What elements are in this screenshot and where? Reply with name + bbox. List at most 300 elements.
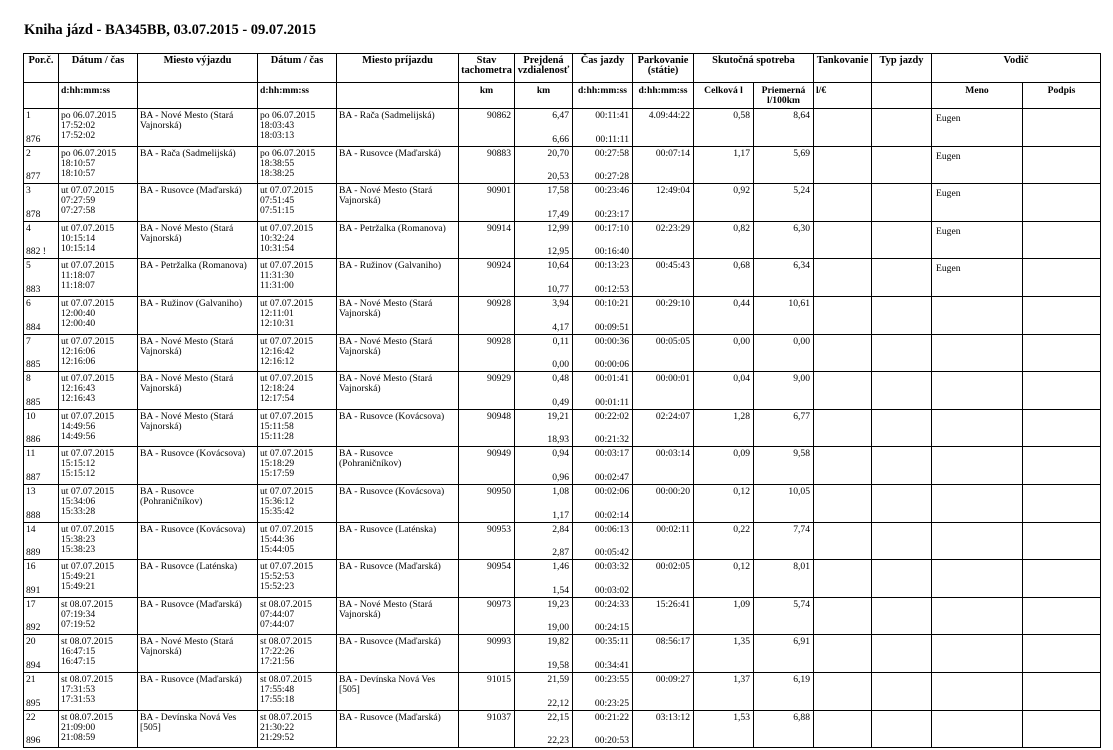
consumption-total: 0,44 <box>733 297 750 309</box>
cell-cas-jazdy <box>573 334 633 372</box>
cell-meno <box>932 221 1023 259</box>
cell-stav-tachometra <box>459 447 515 485</box>
cell-por <box>24 334 59 372</box>
consumption-average: 0,00 <box>793 335 811 347</box>
consumption-average: 5,24 <box>793 185 811 197</box>
distance-alt-value: 1,54 <box>552 584 569 596</box>
cell-podpis <box>1023 447 1101 485</box>
table-row <box>24 447 1101 485</box>
trip-log-table <box>23 53 1101 748</box>
cell-tankovanie <box>814 710 872 748</box>
header-skutocna-spotreba: Skutočná spotreba <box>694 54 814 83</box>
cell-cas-jazdy <box>573 522 633 560</box>
cell-typ-jazdy <box>872 259 932 297</box>
cell-por <box>24 710 59 748</box>
arrival-place: BA - Nové Mesto (Stará Vajnorská) <box>339 598 433 620</box>
consumption-total: 0,68 <box>733 260 750 272</box>
consumption-total: 1,37 <box>733 673 750 685</box>
table-row <box>24 109 1101 147</box>
cell-meno <box>932 672 1023 710</box>
cell-cas-jazdy <box>573 184 633 222</box>
cell-priemerna <box>754 672 814 710</box>
cell-miesto-prijazdu <box>337 484 459 522</box>
por-number: 2 <box>26 147 31 159</box>
record-id: 889 <box>26 547 41 559</box>
parking-time: 00:09:27 <box>655 673 690 685</box>
cell-tankovanie <box>814 221 872 259</box>
drive-time: 00:06:13 <box>594 523 629 535</box>
subheader-datum-vyjazd: d:hh:mm:ss <box>59 83 138 109</box>
consumption-average: 6,34 <box>793 260 811 272</box>
cell-parkovanie <box>633 447 694 485</box>
distance-value: 0,11 <box>552 335 569 347</box>
cell-podpis <box>1023 672 1101 710</box>
cell-priemerna <box>754 296 814 334</box>
cell-miesto-vyjazdu <box>138 672 258 710</box>
drive-time: 00:27:58 <box>594 147 629 159</box>
cell-datum-prijazd <box>258 409 337 447</box>
header-typ-jazdy: Typ jazdy <box>872 54 932 83</box>
cell-celkova <box>694 522 754 560</box>
cell-por <box>24 447 59 485</box>
por-number: 3 <box>26 185 31 197</box>
distance-alt-value: 6,66 <box>552 133 569 145</box>
distance-value: 22,15 <box>547 711 569 723</box>
cell-datum-vyjazd <box>59 334 138 372</box>
departure-place: BA - Nové Mesto (Stará Vajnorská) <box>140 636 234 658</box>
arrival-place: BA - Rusovce (Laténska) <box>339 523 437 535</box>
drive-time: 00:03:32 <box>594 561 629 573</box>
cell-typ-jazdy <box>872 372 932 410</box>
driver-name: Eugen <box>936 113 961 124</box>
cell-parkovanie <box>633 484 694 522</box>
odometer-value: 90993 <box>487 636 511 648</box>
cell-datum-vyjazd <box>59 146 138 184</box>
arrival-datetime: ut 07.07.2015 07:51:45 07:51:15 <box>260 185 314 217</box>
parking-time: 00:45:43 <box>655 260 690 272</box>
drive-time: 00:10:21 <box>594 297 629 309</box>
parking-time: 15:26:41 <box>655 598 690 610</box>
cell-celkova <box>694 710 754 748</box>
cell-datum-prijazd <box>258 259 337 297</box>
cell-typ-jazdy <box>872 484 932 522</box>
arrival-datetime: ut 07.07.2015 12:16:42 12:16:12 <box>260 335 314 367</box>
header-datum-vyjazd: Dátum / čas <box>59 54 138 83</box>
arrival-place: BA - Rusovce (Maďarská) <box>339 147 441 159</box>
distance-alt-value: 22,12 <box>547 697 569 709</box>
arrival-datetime: ut 07.07.2015 15:11:58 15:11:28 <box>260 410 314 442</box>
por-number: 4 <box>26 222 31 234</box>
distance-alt-value: 20,53 <box>547 171 569 183</box>
record-id: 886 <box>26 434 41 446</box>
departure-place: BA - Rusovce (Kovácsova) <box>140 523 246 535</box>
cell-priemerna <box>754 560 814 598</box>
cell-parkovanie <box>633 109 694 147</box>
cell-prejdena-vzdialenost <box>515 109 573 147</box>
cell-typ-jazdy <box>872 597 932 635</box>
cell-meno <box>932 334 1023 372</box>
cell-prejdena-vzdialenost <box>515 597 573 635</box>
cell-meno <box>932 597 1023 635</box>
subheader-parkovanie-format: d:hh:mm:ss <box>633 83 694 109</box>
cell-podpis <box>1023 109 1101 147</box>
distance-alt-value: 19,58 <box>547 659 569 671</box>
cell-stav-tachometra <box>459 334 515 372</box>
cell-datum-vyjazd <box>59 259 138 297</box>
cell-stav-tachometra <box>459 109 515 147</box>
cell-parkovanie <box>633 259 694 297</box>
por-number: 8 <box>26 373 31 385</box>
cell-datum-vyjazd <box>59 409 138 447</box>
cell-miesto-prijazdu <box>337 259 459 297</box>
subheader-tankovanie-unit: l/€ <box>814 83 872 109</box>
cell-celkova <box>694 296 754 334</box>
cell-typ-jazdy <box>872 146 932 184</box>
consumption-total: 1,17 <box>733 147 750 159</box>
por-number: 11 <box>26 448 36 460</box>
driver-name: Eugen <box>936 188 961 200</box>
cell-podpis <box>1023 710 1101 748</box>
record-id: 877 <box>26 171 41 183</box>
por-number: 16 <box>26 561 36 573</box>
subheader-priemerna: Priemerná l/100km <box>754 83 814 109</box>
parking-time: 00:00:20 <box>655 485 690 497</box>
drive-time: 00:35:11 <box>595 636 629 648</box>
cell-podpis <box>1023 597 1101 635</box>
record-id: 888 <box>26 509 41 521</box>
departure-place: BA - Devínska Nová Ves [505] <box>140 711 237 733</box>
cell-celkova <box>694 560 754 598</box>
drive-time: 00:00:36 <box>594 335 629 347</box>
cell-typ-jazdy <box>872 184 932 222</box>
cell-typ-jazdy <box>872 522 932 560</box>
cell-typ-jazdy <box>872 334 932 372</box>
cell-tankovanie <box>814 296 872 334</box>
drive-time-alt: 00:24:15 <box>594 622 629 634</box>
cell-priemerna <box>754 447 814 485</box>
distance-value: 0,48 <box>552 373 569 385</box>
parking-time: 00:02:05 <box>655 561 690 573</box>
drive-time-alt: 00:23:25 <box>594 697 629 709</box>
cell-typ-jazdy <box>872 109 932 147</box>
cell-por <box>24 259 59 297</box>
consumption-total: 0,04 <box>733 373 750 385</box>
departure-datetime: ut 07.07.2015 12:00:40 12:00:40 <box>61 297 115 329</box>
cell-miesto-prijazdu <box>337 672 459 710</box>
cell-priemerna <box>754 372 814 410</box>
cell-priemerna <box>754 409 814 447</box>
arrival-place: BA - Devínska Nová Ves [505] <box>339 673 436 695</box>
cell-meno <box>932 409 1023 447</box>
consumption-average: 8,64 <box>793 110 811 121</box>
arrival-place: BA - Nové Mesto (Stará Vajnorská) <box>339 185 433 207</box>
cell-prejdena-vzdialenost <box>515 710 573 748</box>
cell-miesto-vyjazdu <box>138 296 258 334</box>
cell-cas-jazdy <box>573 259 633 297</box>
cell-por <box>24 597 59 635</box>
header-prejdena-vzdialenost: Prejdená vzdialenosť <box>515 54 573 83</box>
header-miesto-vyjazdu: Miesto výjazdu <box>138 54 258 83</box>
cell-miesto-vyjazdu <box>138 635 258 673</box>
cell-datum-prijazd <box>258 447 337 485</box>
cell-priemerna <box>754 484 814 522</box>
cell-miesto-vyjazdu <box>138 259 258 297</box>
record-id: 884 <box>26 321 41 333</box>
por-number: 22 <box>26 711 36 723</box>
odometer-value: 90883 <box>487 147 511 159</box>
header-datum-prijazd: Dátum / čas <box>258 54 337 83</box>
subheader-cas-jazdy-format: d:hh:mm:ss <box>573 83 633 109</box>
cell-podpis <box>1023 522 1101 560</box>
cell-datum-prijazd <box>258 146 337 184</box>
cell-datum-vyjazd <box>59 221 138 259</box>
departure-place: BA - Nové Mesto (Stará Vajnorská) <box>140 110 234 131</box>
por-number: 17 <box>26 598 36 610</box>
departure-place: BA - Nové Mesto (Stará Vajnorská) <box>140 222 234 244</box>
cell-datum-vyjazd <box>59 484 138 522</box>
cell-miesto-vyjazdu <box>138 560 258 598</box>
cell-cas-jazdy <box>573 409 633 447</box>
cell-datum-vyjazd <box>59 184 138 222</box>
arrival-datetime: st 08.07.2015 17:22:26 17:21:56 <box>260 636 312 668</box>
cell-miesto-vyjazdu <box>138 372 258 410</box>
cell-typ-jazdy <box>872 409 932 447</box>
distance-alt-value: 22,23 <box>547 735 569 747</box>
departure-place: BA - Rusovce (Maďarská) <box>140 598 242 610</box>
subheader-datum-prijazd: d:hh:mm:ss <box>258 83 337 109</box>
consumption-total: 0,82 <box>733 222 750 234</box>
cell-cas-jazdy <box>573 710 633 748</box>
arrival-place: BA - Rusovce (Maďarská) <box>339 711 441 723</box>
por-number: 7 <box>26 335 31 347</box>
departure-datetime: ut 07.07.2015 11:18:07 11:18:07 <box>61 260 115 292</box>
consumption-total: 0,12 <box>733 485 750 497</box>
parking-time: 00:00:01 <box>655 373 690 385</box>
distance-value: 10,64 <box>547 260 569 272</box>
record-id: 885 <box>26 359 41 371</box>
cell-por <box>24 672 59 710</box>
cell-typ-jazdy <box>872 221 932 259</box>
consumption-average: 6,91 <box>793 636 811 648</box>
cell-cas-jazdy <box>573 146 633 184</box>
parking-time: 02:23:29 <box>655 222 690 234</box>
por-number: 5 <box>26 260 31 272</box>
cell-typ-jazdy <box>872 447 932 485</box>
departure-place: BA - Nové Mesto (Stará Vajnorská) <box>140 335 234 357</box>
cell-miesto-vyjazdu <box>138 447 258 485</box>
subheader-meno: Meno <box>932 83 1023 109</box>
departure-datetime: ut 07.07.2015 15:34:06 15:33:28 <box>61 485 115 517</box>
cell-stav-tachometra <box>459 522 515 560</box>
arrival-datetime: ut 07.07.2015 11:31:30 11:31:00 <box>260 260 314 292</box>
table-row <box>24 672 1101 710</box>
departure-datetime: ut 07.07.2015 12:16:06 12:16:06 <box>61 335 115 367</box>
odometer-value: 90901 <box>487 185 511 197</box>
cell-tankovanie <box>814 259 872 297</box>
arrival-datetime: ut 07.07.2015 15:18:29 15:17:59 <box>260 448 314 480</box>
cell-datum-vyjazd <box>59 672 138 710</box>
arrival-place: BA - Ružinov (Galvaniho) <box>339 260 442 272</box>
drive-time: 00:11:41 <box>595 110 629 121</box>
cell-datum-prijazd <box>258 184 337 222</box>
table-row <box>24 259 1101 297</box>
driver-name: Eugen <box>936 150 961 162</box>
drive-time-alt: 00:01:11 <box>595 396 629 408</box>
parking-time: 12:49:04 <box>655 185 690 197</box>
por-number: 1 <box>26 110 31 121</box>
cell-por <box>24 560 59 598</box>
cell-meno <box>932 447 1023 485</box>
cell-miesto-vyjazdu <box>138 109 258 147</box>
drive-time: 00:23:46 <box>594 185 629 197</box>
departure-place: BA - Ružinov (Galvaniho) <box>140 297 243 309</box>
record-id: 876 <box>26 133 41 145</box>
drive-time: 00:01:41 <box>594 373 629 385</box>
table-row <box>24 372 1101 410</box>
cell-prejdena-vzdialenost <box>515 296 573 334</box>
parking-time: 4.09:44:22 <box>648 110 690 121</box>
arrival-datetime: ut 07.07.2015 15:36:12 15:35:42 <box>260 485 314 517</box>
cell-tankovanie <box>814 672 872 710</box>
departure-datetime: po 06.07.2015 18:10:57 18:10:57 <box>61 147 117 179</box>
cell-celkova <box>694 672 754 710</box>
departure-datetime: ut 07.07.2015 14:49:56 14:49:56 <box>61 410 115 442</box>
cell-por <box>24 109 59 147</box>
header-miesto-prijazdu: Miesto príjazdu <box>337 54 459 83</box>
arrival-place: BA - Rusovce (Pohraničníkov) <box>339 448 402 470</box>
arrival-place: BA - Rača (Sadmelijská) <box>339 110 435 121</box>
header-cas-jazdy: Čas jazdy <box>573 54 633 83</box>
departure-datetime: st 08.07.2015 21:09:00 21:08:59 <box>61 711 113 743</box>
cell-parkovanie <box>633 635 694 673</box>
cell-stav-tachometra <box>459 672 515 710</box>
cell-miesto-prijazdu <box>337 447 459 485</box>
arrival-place: BA - Rusovce (Maďarská) <box>339 636 441 648</box>
driver-name: Eugen <box>936 263 961 275</box>
distance-alt-value: 1,17 <box>552 509 569 521</box>
cell-por <box>24 296 59 334</box>
cell-tankovanie <box>814 146 872 184</box>
table-row <box>24 635 1101 673</box>
cell-priemerna <box>754 259 814 297</box>
table-row <box>24 146 1101 184</box>
cell-tankovanie <box>814 109 872 147</box>
cell-miesto-vyjazdu <box>138 409 258 447</box>
departure-datetime: st 08.07.2015 16:47:15 16:47:15 <box>61 636 113 668</box>
cell-podpis <box>1023 296 1101 334</box>
departure-place: BA - Rusovce (Maďarská) <box>140 673 242 685</box>
consumption-average: 8,01 <box>793 561 811 573</box>
drive-time-alt: 00:16:40 <box>594 246 629 258</box>
arrival-place: BA - Nové Mesto (Stará Vajnorská) <box>339 297 433 319</box>
cell-tankovanie <box>814 597 872 635</box>
cell-parkovanie <box>633 296 694 334</box>
arrival-datetime: ut 07.07.2015 15:44:36 15:44:05 <box>260 523 314 555</box>
cell-datum-prijazd <box>258 372 337 410</box>
drive-time: 00:24:33 <box>594 598 629 610</box>
cell-prejdena-vzdialenost <box>515 372 573 410</box>
consumption-total: 1,09 <box>733 598 750 610</box>
drive-time-alt: 00:02:14 <box>594 509 629 521</box>
cell-typ-jazdy <box>872 672 932 710</box>
cell-prejdena-vzdialenost <box>515 560 573 598</box>
cell-parkovanie <box>633 522 694 560</box>
cell-datum-prijazd <box>258 635 337 673</box>
table-row <box>24 409 1101 447</box>
departure-datetime: st 08.07.2015 17:31:53 17:31:53 <box>61 673 113 705</box>
parking-time: 00:29:10 <box>655 297 690 309</box>
drive-time-alt: 00:21:32 <box>594 434 629 446</box>
cell-tankovanie <box>814 522 872 560</box>
cell-prejdena-vzdialenost <box>515 409 573 447</box>
distance-value: 0,94 <box>552 448 569 460</box>
cell-stav-tachometra <box>459 635 515 673</box>
cell-miesto-prijazdu <box>337 184 459 222</box>
cell-meno <box>932 109 1023 147</box>
departure-place: BA - Nové Mesto (Stará Vajnorská) <box>140 373 234 395</box>
departure-place: BA - Petržalka (Romanova) <box>140 260 247 272</box>
cell-datum-prijazd <box>258 710 337 748</box>
record-id: 895 <box>26 697 41 709</box>
departure-datetime: st 08.07.2015 07:19:34 07:19:52 <box>61 598 113 630</box>
table-row <box>24 184 1101 222</box>
departure-datetime: ut 07.07.2015 12:16:43 12:16:43 <box>61 373 115 405</box>
drive-time-alt: 00:11:11 <box>595 133 629 145</box>
cell-miesto-prijazdu <box>337 597 459 635</box>
por-number: 10 <box>26 410 36 422</box>
cell-cas-jazdy <box>573 447 633 485</box>
distance-value: 6,47 <box>552 110 569 121</box>
cell-datum-prijazd <box>258 522 337 560</box>
cell-stav-tachometra <box>459 597 515 635</box>
consumption-total: 0,92 <box>733 185 750 197</box>
arrival-place: BA - Petržalka (Romanova) <box>339 222 446 234</box>
odometer-value: 90954 <box>487 561 511 573</box>
odometer-value: 90924 <box>487 260 511 272</box>
consumption-total: 1,28 <box>733 410 750 422</box>
table-row <box>24 221 1101 259</box>
cell-miesto-prijazdu <box>337 109 459 147</box>
cell-por <box>24 146 59 184</box>
record-id: 878 <box>26 208 41 220</box>
cell-meno <box>932 296 1023 334</box>
cell-stav-tachometra <box>459 146 515 184</box>
subheader-stav-unit: km <box>459 83 515 109</box>
distance-value: 19,21 <box>547 410 569 422</box>
distance-value: 12,99 <box>547 222 569 234</box>
cell-podpis <box>1023 259 1101 297</box>
departure-place: BA - Rusovce (Kovácsova) <box>140 448 246 460</box>
distance-value: 2,84 <box>552 523 569 535</box>
cell-parkovanie <box>633 409 694 447</box>
cell-stav-tachometra <box>459 184 515 222</box>
cell-priemerna <box>754 221 814 259</box>
cell-prejdena-vzdialenost <box>515 672 573 710</box>
consumption-total: 0,12 <box>733 561 750 573</box>
consumption-average: 10,61 <box>788 297 811 309</box>
consumption-total: 0,22 <box>733 523 750 535</box>
record-id: 885 <box>26 396 41 408</box>
distance-value: 3,94 <box>552 297 569 309</box>
header-vodic: Vodič <box>932 54 1101 83</box>
cell-datum-vyjazd <box>59 109 138 147</box>
cell-prejdena-vzdialenost <box>515 522 573 560</box>
cell-priemerna <box>754 710 814 748</box>
cell-datum-vyjazd <box>59 635 138 673</box>
cell-cas-jazdy <box>573 372 633 410</box>
record-id: 896 <box>26 735 41 747</box>
cell-datum-prijazd <box>258 109 337 147</box>
